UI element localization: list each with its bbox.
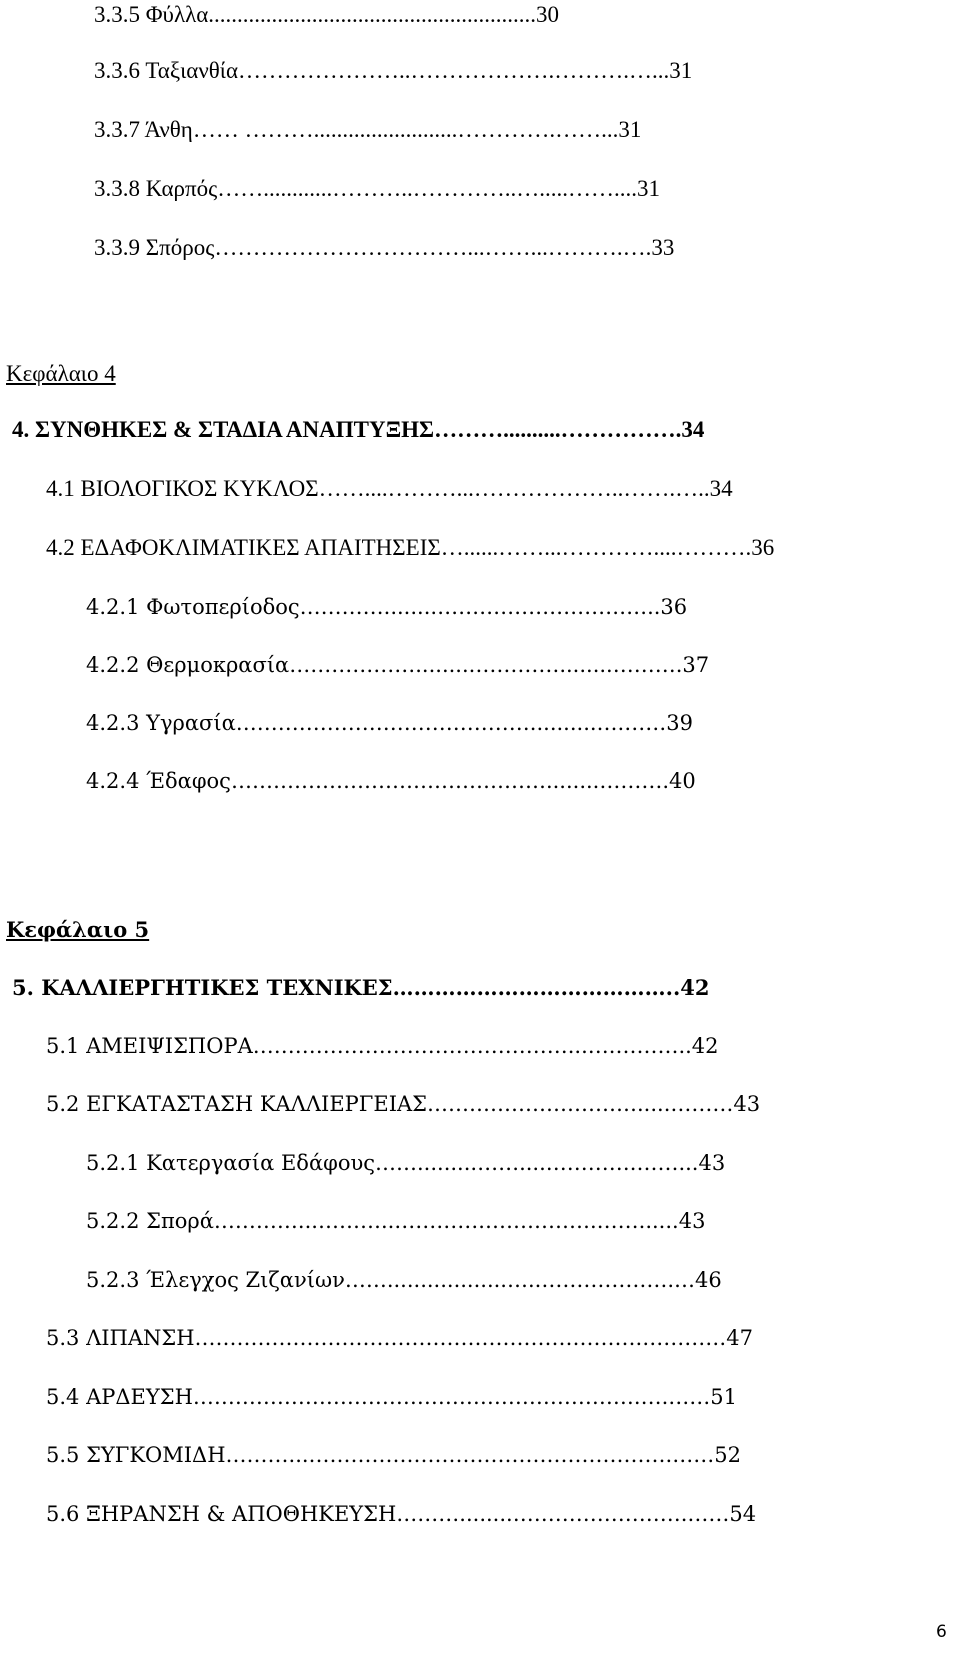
toc-entry-3-3-8[interactable]: 3.3.8 Καρπός……............………..…………..….....……....31 — [94, 176, 661, 201]
toc-entry-4-1[interactable]: 4.1 ΒΙΟΛΟΓΙΚΟΣ ΚΥΚΛΟΣ……....………...………………..…….…..34 — [46, 476, 733, 501]
chapter-4-heading: Κεφάλαιο 4 — [6, 361, 116, 386]
toc-entry-5-4[interactable]: 5.4 ΑΡΔΕΥΣΗ……………………………………………………….….……51 — [46, 1385, 737, 1409]
toc-entry-5-2[interactable]: 5.2 ΕΓΚΑΤΑΣΤΑΣΗ ΚΑΛΛΙΕΡΓΕΙΑΣ………………………….....………43 — [46, 1092, 761, 1116]
toc-entry-5-5[interactable]: 5.5 ΣΥΓΚΟΜΙΔΗ………...…………………………………………….……52 — [46, 1443, 741, 1467]
toc-entry-4-2-4[interactable]: 4.2.4 Έδαφος………………………………………........……….40 — [86, 769, 696, 793]
toc-entry-3-3-9[interactable]: 3.3.9 Σπόρος……………………………...……...……….….33 — [94, 235, 675, 260]
toc-entry-3-3-7[interactable]: 3.3.7 Άνθη…… ……….........................………….……...31 — [94, 117, 642, 142]
toc-entry-3-3-6[interactable]: 3.3.6 Ταξιανθία…………………..……………….……….…...31 — [94, 58, 693, 83]
chapter-5-heading: Κεφάλαιο 5 — [6, 917, 150, 942]
toc-entry-5-6[interactable]: 5.6 ΞΗΡΑΝΣΗ & ΑΠΟΘΗΚΕΥΣΗ………........…………………….……54 — [46, 1502, 757, 1526]
chapter-4-title[interactable]: 4. ΣΥΝΘΗΚΕΣ & ΣΤΑΔΙΑ ΑΝΑΠΤΥΞΗΣ………..........…………….34 — [12, 417, 705, 442]
chapter-5-title[interactable]: 5. ΚΑΛΛΙΕΡΓΗΤΙΚΕΣ ΤΕΧΝΙΚΕΣ…………………………………..42 — [12, 975, 710, 1000]
toc-entry-5-1[interactable]: 5.1 ΑΜΕΙΨΙΣΠΟΡΑ………………………………………...….………..42 — [46, 1034, 719, 1058]
toc-entry-5-2-2[interactable]: 5.2.2 Σπορά…………...………..………….…………….……......43 — [86, 1209, 706, 1233]
toc-entry-4-2-3[interactable]: 4.2.3 Υγρασία……………………………………..........….……39 — [86, 711, 693, 735]
toc-entry-5-3[interactable]: 5.3 ΛΙΠΑΝΣΗ……………………………………………………….…………47 — [46, 1326, 753, 1350]
toc-entry-4-2[interactable]: 4.2 ΕΔΑΦΟΚΛΙΜΑΤΙΚΕΣ ΑΠΑΙΤΗΣΕΙΣ…......……...…………....……….36 — [46, 535, 775, 560]
toc-entry-4-2-2[interactable]: 4.2.2 Θερμοκρασία……………….........…………........……….37 — [86, 653, 710, 677]
page-number: 6 — [936, 1622, 947, 1642]
toc-entry-5-2-1[interactable]: 5.2.1 Κατεργασία Εδάφους…….........……....………….……...43 — [86, 1151, 726, 1175]
toc-entry-5-2-3[interactable]: 5.2.3 Έλεγχος Ζιζανίων……..................…..……………….…46 — [86, 1268, 722, 1292]
toc-entry-4-2-1[interactable]: 4.2.1 Φωτοπερίοδος…………........…………………………..36 — [86, 595, 688, 619]
toc-entry-3-3-5[interactable]: 3.3.5 Φύλλα.........................................................30 — [94, 2, 560, 27]
